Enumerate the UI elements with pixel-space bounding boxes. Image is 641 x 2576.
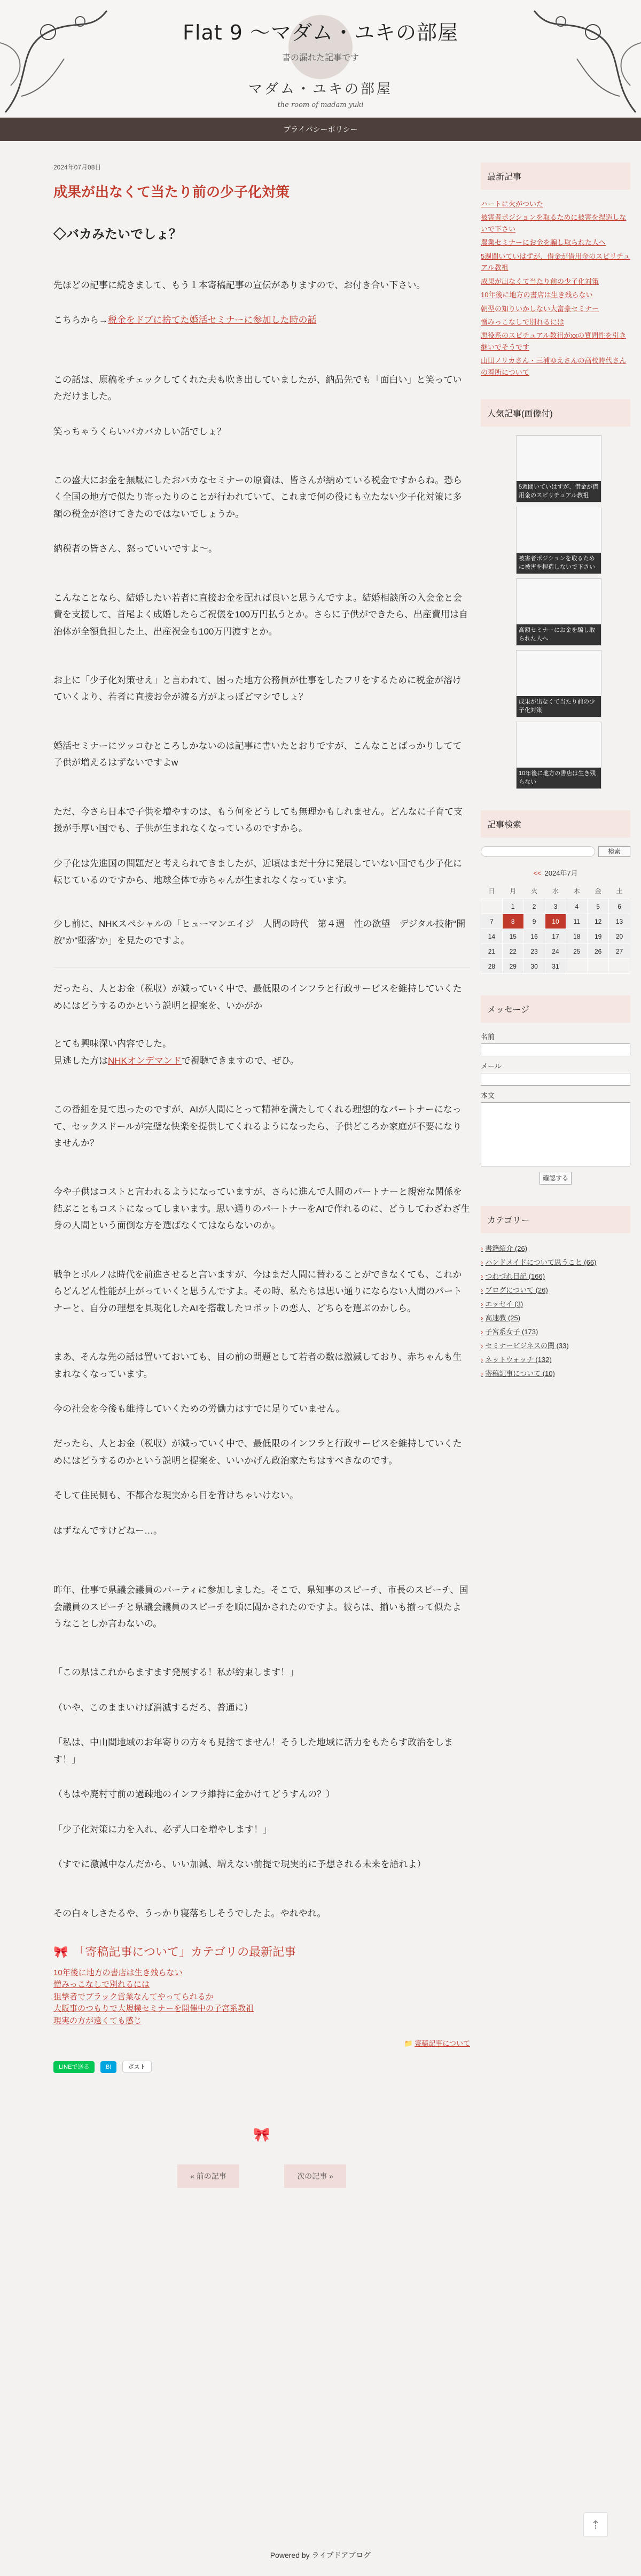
calendar-day: 17 (545, 929, 566, 944)
category-link[interactable] (481, 1270, 630, 1283)
latest-article-link[interactable]: 憎みっこなしで別れるには (53, 1980, 150, 1990)
calendar-day: 5 (588, 899, 609, 914)
category-link[interactable] (481, 1311, 630, 1325)
paragraph: こんなことなら、結婚したい若者に直接お金を配れば良いと思うんですよ。結婚相談所の入会金と会費を支援して、首尾よく成婚したらご祝儀を100万円払うとか。さらに子供ができたら、出産費用は自治体が全額負担した上、出産祝金も100万円渡すとか。 (53, 592, 468, 637)
recent-article-link[interactable]: 被害者ポジションを取るために被害を捏造しないで下さい (481, 213, 627, 233)
arrow-icon: › (481, 1370, 483, 1378)
calendar-day: 23 (523, 944, 545, 959)
paragraph (53, 1053, 470, 1069)
category-link[interactable] (481, 1283, 630, 1297)
category-label: 寄稿記事について (10) (485, 1370, 555, 1378)
paragraph: （いや、このままいけば消滅するだろ、普通に） (53, 1702, 253, 1713)
paragraph: 昨年、仕事で県議会議員のパーティに参加しました。そこで、県知事のスピーチ、市長のスピーチ、国会議員のスピーチと県議会議員のスピーチを順に聞かされたのですよ。彼らは、揃いも揃って似たようなことしか言わないの。 (53, 1585, 468, 1629)
widget-heading: 人気記事(画像付) (481, 399, 630, 427)
calendar-day: 11 (566, 914, 588, 929)
category-link[interactable] (481, 1367, 630, 1381)
ranking-caption: 被害者ポジションを取るために被害を捏造しないで下さい (517, 553, 601, 574)
paragraph: 少子化は先進国の問題だと考えられてきましたが、近頃はまだ十分に発展していない国でも少子化に転じているのですから、地球全体で赤ちゃんが生まれなくなっています。 (53, 858, 462, 886)
recent-article-link[interactable]: 朝型の知りいかしない大富豪セミナー (481, 304, 599, 313)
weekday-label: 月 (510, 887, 517, 895)
calendar-day: 4 (566, 899, 588, 914)
share-buttons (53, 2061, 470, 2073)
ranking-caption: 高額セミナーにお金を騙し取られた人へ (517, 624, 601, 645)
paragraph: 婚活セミナーにツッコむところしかないのは記事に書いたとおりですが、こんなことばっかりしてて子供が増えるはずないですよw (53, 740, 462, 768)
calendar-day: 21 (481, 944, 503, 959)
calendar-day: 16 (523, 929, 545, 944)
paragraph: まあ、そんな先の話は置いておいても、目の前の問題として若者の数は激減しており、赤ちゃんも生まれなくなっています。 (53, 1352, 462, 1379)
calendar-day: 6 (609, 899, 630, 914)
calendar-day: 13 (609, 914, 630, 929)
calendar-day: 30 (523, 959, 545, 974)
divider (53, 967, 470, 968)
calendar-day-with-post[interactable]: 10 (545, 914, 566, 929)
global-nav (0, 118, 641, 141)
ranking-item[interactable] (516, 578, 601, 646)
category-widget (481, 1206, 630, 1381)
text-suffix: で視聴できますので、ぜひ。 (181, 1055, 299, 1066)
arrow-icon: › (481, 1244, 483, 1253)
popular-articles-widget (481, 399, 630, 789)
body-label: 本文 (481, 1092, 495, 1100)
category-tag-link[interactable]: 寄稿記事について (415, 2039, 470, 2048)
weekday-label: 日 (488, 887, 495, 895)
widget-heading: カテゴリー (481, 1206, 630, 1233)
recent-article-link[interactable]: ハートに火がついた (481, 200, 544, 208)
post-body (53, 223, 470, 1922)
weekday-label: 金 (595, 887, 601, 895)
logo-text-en: the room of madam yuki (277, 101, 364, 109)
recent-article-link[interactable]: 憎みっこなしで別れるには (481, 318, 565, 326)
calendar (481, 868, 630, 974)
category-link[interactable] (481, 1297, 630, 1311)
paragraph: 笑っちゃうくらいバカバカしい話でしょ？ (53, 426, 226, 437)
ranking-caption: 5週間いていはずが、借金が借用金のスピリチュアル教祖 (517, 481, 601, 502)
folder-icon: 📁 (404, 2039, 415, 2048)
line-share-button[interactable]: LINEで送る (53, 2061, 95, 2073)
arrow-icon: › (481, 1328, 483, 1336)
text-prefix: 見逃した方は (53, 1055, 108, 1066)
arrow-icon: › (481, 1356, 483, 1364)
category-label: 書籍紹介 (26) (485, 1244, 528, 1253)
footer-powered-by[interactable]: Powered by ライブドアブログ (270, 2551, 371, 2559)
paragraph: だったら、人とお金（税収）が減っていく中で、最低限のインフラと行政サービスを維持していくためにはどうするのかという説明と提案を、いかがか (53, 984, 462, 1011)
paragraph: 少し前に、NHKスペシャルの「ヒューマンエイジ 人間の時代 第４週 性の欲望 デジタル技術“開放”か“堕落”か」を見たのですよ。 (53, 918, 466, 946)
category-latest-heading: 「寄稿記事について」カテゴリの最新記事 (73, 1945, 296, 1959)
calendar-day: 12 (588, 914, 609, 929)
ranking-item[interactable] (516, 650, 601, 717)
ranking-item[interactable] (516, 722, 601, 789)
prev-article-button[interactable]: « 前の記事 (177, 2164, 239, 2188)
ranking-item[interactable] (516, 507, 601, 574)
calendar-day: 31 (545, 959, 566, 974)
paragraph (53, 312, 470, 328)
calendar-day-with-post[interactable]: 8 (502, 914, 523, 929)
search-form (481, 846, 630, 857)
category-label: 高速教 (25) (485, 1314, 521, 1322)
calendar-grid (481, 883, 630, 974)
calendar-day (609, 959, 630, 974)
recent-article-link[interactable]: 5週間いていはずが、借金が借用金のスピリチュアル教祖 (481, 252, 630, 272)
calendar-day: 18 (566, 929, 588, 944)
pager-ornament: 🎀 (253, 2126, 271, 2143)
weekday-label: 火 (531, 887, 538, 895)
ribbon-icon: 🎀 (53, 1945, 68, 1959)
paragraph: この番組を見て思ったのですが、AIが人間にとって精神を満たしてくれる理想的なパートナーになって、セックスドールが完璧な快楽を提供してくれるようになったら、子供どころか家庭が不要になりませんか？ (53, 1104, 462, 1149)
logo-text-jp: マダム・ユキの部屋 (248, 81, 393, 97)
paragraph: 今の社会を今後も維持していくための労働力はすでに足りていません。 (53, 1403, 345, 1414)
paragraph: この盛大にお金を無駄にしたおバカなセミナーの原資は、皆さんが納めている税金ですからね。恐らく全国の地方で似たり寄ったりのことが行われていて、これまで何の役にも立たない少子化対策に多額の税金が溶けてきたのではないでしょうか。 (53, 475, 462, 519)
category-label: セミナービジネスの闇 (33) (485, 1342, 569, 1350)
latest-article-link[interactable]: 現実の方が遠くても感じ (53, 2016, 142, 2025)
paragraph: だったら、人とお金（税収）が減っていく中で、最低限のインフラと行政サービスを維持していくためにはどうするのかという説明と提案を、いいかげん政治家たちはすべきなのです。 (53, 1438, 462, 1466)
category-label: ネットウォッチ (132) (485, 1356, 552, 1364)
calendar-header (481, 868, 630, 878)
arrow-icon: › (481, 1342, 483, 1350)
x-post-button[interactable]: ポスト (122, 2061, 152, 2072)
calendar-day: 20 (609, 929, 630, 944)
name-field[interactable] (481, 1043, 630, 1056)
calendar-day: 22 (502, 944, 523, 959)
widget-heading: 最新記事 (481, 163, 630, 190)
paragraph: ただ、今さら日本で子供を増やすのは、もう何をどうしても無理かもしれません。どんなに子育て支援が手厚い国でも、子供が生まれなくなっているのですから。 (53, 806, 463, 834)
category-link[interactable] (481, 1353, 630, 1367)
weekday-label: 水 (552, 887, 559, 895)
calendar-title: 2024年7月 (544, 869, 578, 878)
site-title[interactable]: Flat 9 〜マダム・ユキの部屋 (183, 21, 458, 44)
weekday-label: 木 (573, 887, 580, 895)
calendar-day: 24 (545, 944, 566, 959)
name-label: 名前 (481, 1033, 495, 1041)
post-title[interactable]: 成果が出なくて当たり前の少子化対策 (53, 184, 290, 200)
search-button[interactable]: 検索 (598, 846, 630, 857)
category-label: 子宮系女子 (173) (485, 1328, 538, 1336)
recent-article-link[interactable]: 山田ノリカさん・三浦ゆえさんの高校時代さんの着所について (481, 357, 627, 376)
search-widget (481, 810, 630, 974)
paragraph: （もはや廃村寸前の過疎地のインフラ維持に金かけてどうすんの？） (53, 1789, 335, 1800)
arrow-icon: › (481, 1272, 483, 1281)
site-header (0, 0, 641, 118)
paragraph: 納税者の皆さん、怒っていいですよ〜。 (53, 544, 218, 554)
confirm-button[interactable]: 確認する (540, 1172, 572, 1185)
message-widget (481, 995, 630, 1185)
calendar-day: 2 (523, 899, 545, 914)
body-textarea[interactable] (481, 1102, 630, 1166)
category-latest-heading-row (53, 1943, 470, 1960)
ranking-caption: 成果が出なくて当たり前の少子化対策 (517, 696, 601, 717)
calendar-day: 7 (481, 914, 503, 929)
calendar-day: 28 (481, 959, 503, 974)
recent-articles-list (481, 198, 630, 378)
post-pager (53, 2126, 470, 2188)
search-input[interactable] (481, 846, 595, 857)
category-label: ブログについて (26) (485, 1286, 548, 1295)
category-link[interactable] (481, 1242, 630, 1256)
calendar-day: 25 (566, 944, 588, 959)
paragraph: その白々しさたるや、うっかり寝落ちしそうでしたよ。やれやれ。 (53, 1908, 326, 1919)
category-label: つれづれ日記 (166) (485, 1272, 545, 1281)
widget-heading: 記事検索 (481, 810, 630, 838)
category-tag-row (53, 2038, 470, 2048)
arrow-icon: › (481, 1314, 483, 1322)
arrow-icon: › (481, 1286, 483, 1295)
calendar-day: 1 (502, 899, 523, 914)
paragraph: （すでに激減中なんだから、いい加減、増えない前提で現実的に予想される未来を語れよ） (53, 1859, 426, 1870)
latest-article-link[interactable]: 狙撃者でブラック営業なんてやってられるか (53, 1992, 214, 2001)
email-field[interactable] (481, 1073, 630, 1086)
recent-article-link[interactable]: 成果が出なくて当たり前の少子化対策 (481, 277, 599, 285)
post-date: 2024年07月08日 (53, 164, 101, 171)
paragraph: 先ほどの記事に続きまして、もう１本寄稿記事の宣伝がありますので、お付き合い下さい。 (53, 280, 426, 290)
recent-articles-widget (481, 163, 630, 378)
category-link[interactable] (481, 1325, 630, 1339)
recent-article-link[interactable]: 農業セミナーにお金を騙し取られた人へ (481, 238, 606, 247)
contributed-article-link[interactable]: 税金をドブに捨てた婚活セミナーに参加した時の話 (108, 315, 317, 326)
sidebar (481, 163, 630, 1402)
paragraph: はずなんですけどねー…。 (53, 1525, 162, 1536)
calendar-day (566, 959, 588, 974)
main-column (53, 163, 470, 2188)
link-prefix: こちらから→ (53, 315, 108, 326)
calendar-day (481, 899, 503, 914)
arrow-icon: › (481, 1258, 483, 1267)
recent-article-link[interactable]: 10年後に地方の書店は生き残らない (481, 291, 593, 299)
calendar-day: 14 (481, 929, 503, 944)
paragraph: この話は、原稿をチェックしてくれた夫も吹き出していましたが、納品先でも「面白い」と笑っていただけました。 (53, 374, 462, 402)
recent-article-link[interactable]: 悪役系のスピチュアル教祖がxxの質問性を引き継いでそうです (481, 331, 627, 351)
paragraph: とても興味深い内容でした。 (53, 1039, 171, 1049)
paragraph: 「少子化対策に力を入れ、必ず人口を増やします！」 (53, 1824, 272, 1835)
hatena-bookmark-button[interactable]: B! (100, 2061, 116, 2073)
calendar-day (588, 959, 609, 974)
paragraph: 今や子供はコストと言われるようになっていますが、さらに進んで人間のパートナーと親密な関係を結ぶこともコストになってしまいます。思い通りのパートナーをAIで作れるのに、どうしてわざわざ生身の人間という面倒な方を選ばなくてはならないのか。 (53, 1187, 470, 1231)
ranking-caption: 10年後に地方の書店は生き残らない (517, 768, 601, 788)
calendar-day: 15 (502, 929, 523, 944)
calendar-day: 27 (609, 944, 630, 959)
site-tagline: 書の漏れた記事です (282, 53, 359, 63)
nhk-ondemand-link[interactable]: NHKオンデマンド (108, 1055, 182, 1066)
next-article-button[interactable]: 次の記事 » (284, 2164, 346, 2188)
calendar-prev-month[interactable]: << (533, 869, 542, 878)
calendar-day: 3 (545, 899, 566, 914)
paragraph: 「私は、中山間地域のお年寄りの方々も見捨てません！そうした地域に活力をもたらす政治をします！」 (53, 1737, 453, 1765)
calendar-day: 19 (588, 929, 609, 944)
category-latest-articles (53, 1943, 470, 2028)
nav-privacy-policy[interactable]: プライバシーポリシー (283, 125, 358, 134)
calendar-day: 9 (523, 914, 545, 929)
calendar-day: 29 (502, 959, 523, 974)
paragraph: お上に「少子化対策せえ」と言われて、困った地方公務員が仕事をしたフリをするために税金が溶けていくより、若者に直接お金が渡る方がよっぽどマシでしょ？ (53, 675, 462, 702)
ranking-item[interactable] (516, 435, 601, 502)
latest-article-link[interactable]: 大阪事のつもりで大規模セミナーを開催中の子宮系教祖 (53, 2004, 254, 2014)
calendar-day: 26 (588, 944, 609, 959)
post-heading: ◇バカみたいでしょ？ (53, 227, 182, 242)
latest-article-link[interactable]: 10年後に地方の書店は生き残らない (53, 1968, 183, 1977)
category-label: エッセイ (3) (485, 1300, 523, 1309)
paragraph: そして住民側も、不都合な現実から目を背けちゃいけない。 (53, 1490, 299, 1501)
arrow-icon: › (481, 1300, 483, 1309)
arrow-up-icon: ⇡ (590, 2518, 601, 2532)
paragraph: 「この県はこれからますます発展する！私が約束します！」 (53, 1667, 299, 1678)
scroll-to-top-button[interactable] (583, 2512, 608, 2537)
paragraph: 戦争とポルノは時代を前進させると言いますが、今はまだ人間に替わることができなくても、これからどんどん性能が上がっていくと思うんですよ。その時、私たちは思い通りにならない人間のパートナーと、自分の理想を具現化したAIを搭載したロボットの恋人、どちらを選ぶのかしら。 (53, 1269, 462, 1313)
widget-heading: メッセージ (481, 995, 630, 1023)
category-link[interactable] (481, 1256, 630, 1270)
weekday-label: 土 (616, 887, 623, 895)
email-label: メール (481, 1062, 502, 1071)
category-link[interactable] (481, 1339, 630, 1353)
category-label: ハンドメイドについて思うこと (66) (485, 1258, 597, 1267)
